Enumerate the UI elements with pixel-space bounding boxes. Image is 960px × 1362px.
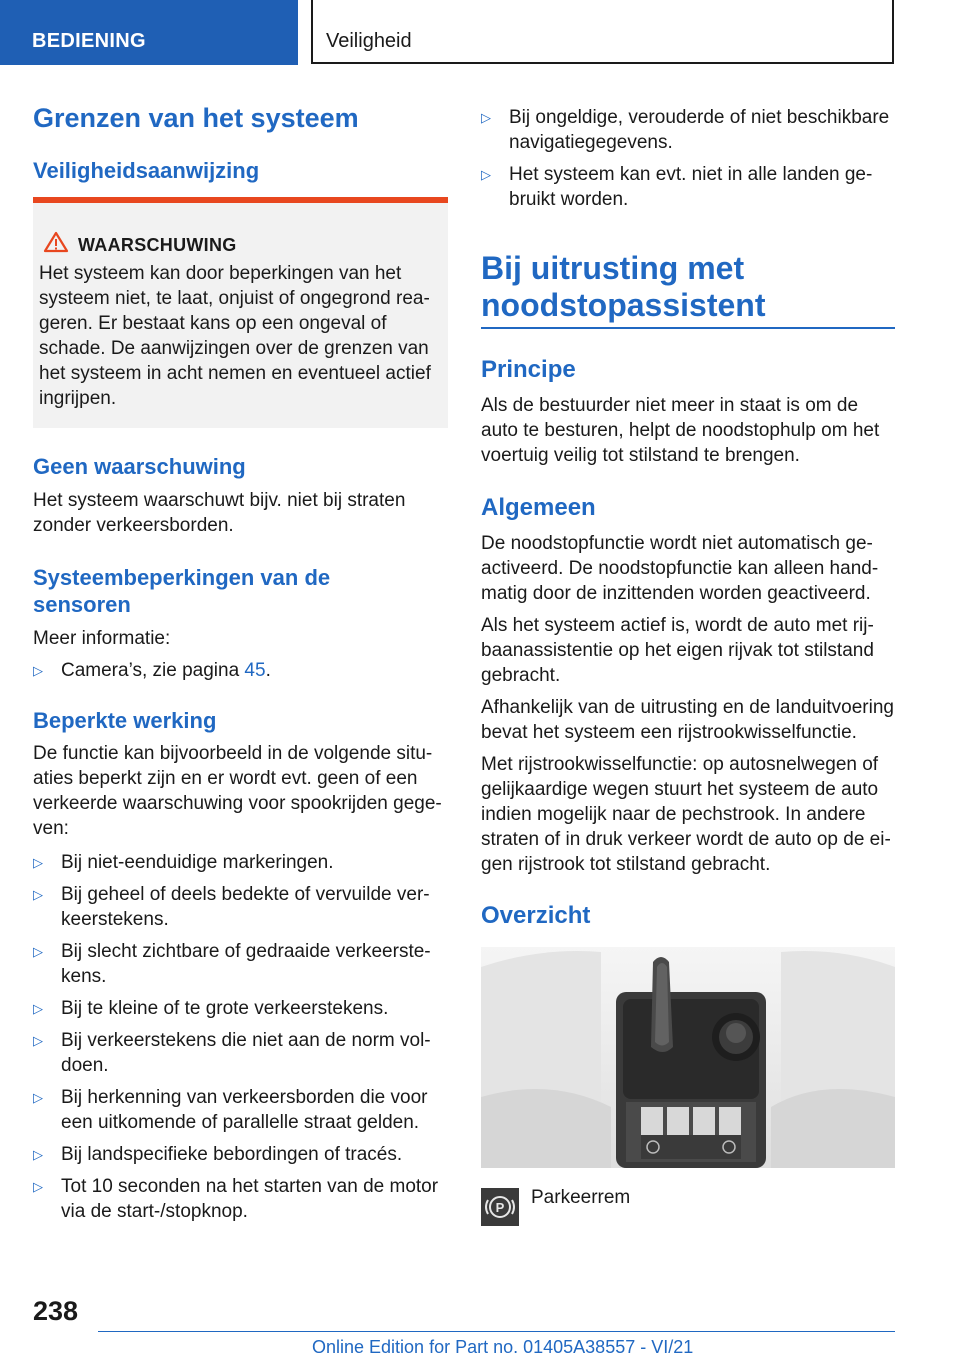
chapter-tab <box>311 0 894 64</box>
center-console-image <box>481 947 895 1168</box>
limited-intro-text: De functie kan bijvoorbeeld in de volgende situ- aties beperkt zijn en er wordt evt. geen of een verkeerde waarschuwing voor spookrijden gege- ven: <box>33 743 442 839</box>
triangle-bullet-icon: ▷ <box>33 1147 43 1162</box>
triangle-bullet-icon: ▷ <box>33 663 43 678</box>
section-title-emergency-stop: Bij uitrusting met noodstopassistent <box>481 250 766 323</box>
parking-brake-caption: Parkeerrem <box>531 1187 631 1208</box>
list-item: ▷ Camera’s, zie pagina 45. <box>33 660 271 681</box>
list-item: ▷ Bij geheel of deels bedekte of vervuilde ver- keerstekens. <box>33 884 430 930</box>
list-item: ▷ Bij landspecifieke bebordingen of tracés. <box>33 1144 403 1165</box>
list-item: ▷ Bij herkenning van verkeersborden die voor een uitkomende of parallelle straat gelden. <box>33 1087 428 1133</box>
footer-edition: Online Edition for Part no. 01405A38557 - VI/21 <box>312 1337 694 1357</box>
triangle-bullet-icon: ▷ <box>481 167 491 182</box>
list-item: ▷ Bij te kleine of te grote verkeerstekens. <box>33 998 389 1019</box>
triangle-bullet-icon: ▷ <box>33 1001 43 1016</box>
heading-overview: Overzicht <box>481 902 591 929</box>
triangle-bullet-icon: ▷ <box>33 1090 43 1105</box>
warning-box <box>33 197 448 428</box>
list-item: ▷ Tot 10 seconden na het starten van de motor via de start-/stopknop. <box>33 1176 439 1222</box>
list-item: ▷ Het systeem kan evt. niet in alle landen ge- bruikt worden. <box>481 164 873 210</box>
subtitle-safety: Veiligheidsaanwijzing <box>33 158 260 183</box>
general-text-1: De noodstopfunctie wordt niet automatisch ge- activeerd. De noodstopfunctie kan alleen hand- matig door de inzittenden worden geactiveerd. <box>481 533 879 604</box>
triangle-bullet-icon: ▷ <box>33 1179 43 1194</box>
heading-sensor-limits: Systeembeperkingen van de sensoren <box>33 565 331 617</box>
list-item: ▷ Bij slecht zichtbare of gedraaide verkeerste- kens. <box>33 941 431 987</box>
general-text-2: Als het systeem actief is, wordt de auto met rij- baanassistentie op het eigen rijvak tot stilstand gebracht. <box>481 615 874 686</box>
svg-text:P: P <box>495 1200 505 1215</box>
page-number: 238 <box>33 1296 79 1326</box>
chapter-label: Veiligheid <box>326 30 412 52</box>
warning-triangle-icon <box>43 231 69 253</box>
page-link[interactable]: 45 <box>244 660 266 681</box>
warning-label: WAARSCHUWING <box>78 235 237 255</box>
list-item: ▷ Bij niet-eenduidige markeringen. <box>33 852 334 873</box>
principle-text: Als de bestuurder niet meer in staat is om de auto te besturen, helpt de noodstophulp om het voertuig veilig tot stilstand te brengen. <box>481 395 880 466</box>
page-title: Grenzen van het systeem <box>33 103 359 133</box>
list-item: ▷ Bij verkeerstekens die niet aan de norm vol- doen. <box>33 1030 431 1076</box>
parking-brake-button-icon <box>481 1188 519 1226</box>
more-info-text: Meer informatie: <box>33 628 171 649</box>
triangle-bullet-icon: ▷ <box>33 1033 43 1048</box>
general-text-3: Afhankelijk van de uitrusting en de landuitvoering bevat het systeem een rijstrookwisselfunctie. <box>481 697 894 743</box>
triangle-bullet-icon: ▷ <box>33 887 43 902</box>
heading-no-warning: Geen waarschuwing <box>33 454 246 479</box>
console-illustration <box>481 947 895 1168</box>
heading-limited-function: Beperkte werking <box>33 708 217 733</box>
section-tab <box>0 0 298 65</box>
triangle-bullet-icon: ▷ <box>33 855 43 870</box>
footer-rule <box>98 1331 895 1332</box>
heading-general: Algemeen <box>481 494 596 521</box>
heading-principle: Principe <box>481 356 576 383</box>
warning-text: Het systeem kan door beperkingen van het systeem niet, te laat, onjuist of ongegrond rea- geren. Er bestaat kans op een ongeval of schade. De aanwijzingen over de grenzen van het systeem in acht nemen en eventueel actief ingrijpen. <box>39 263 431 409</box>
list-item: ▷ Bij ongeldige, verouderde of niet beschikbare navigatiegegevens. <box>481 107 890 153</box>
triangle-bullet-icon: ▷ <box>481 110 491 125</box>
title-underline <box>481 327 895 329</box>
general-text-4: Met rijstrookwisselfunctie: op autosnelwegen of gelijkaardige wegen stuurt het systeem de auto indien mogelijk naar de pechstrook. In andere straten of in druk verkeer wordt de auto op de ei- gen rijstrook tot stilstand gebracht. <box>481 754 891 875</box>
section-label: BEDIENING <box>32 30 146 52</box>
triangle-bullet-icon: ▷ <box>33 944 43 959</box>
no-warning-text: Het systeem waarschuwt bijv. niet bij straten zonder verkeersborden. <box>33 490 406 536</box>
